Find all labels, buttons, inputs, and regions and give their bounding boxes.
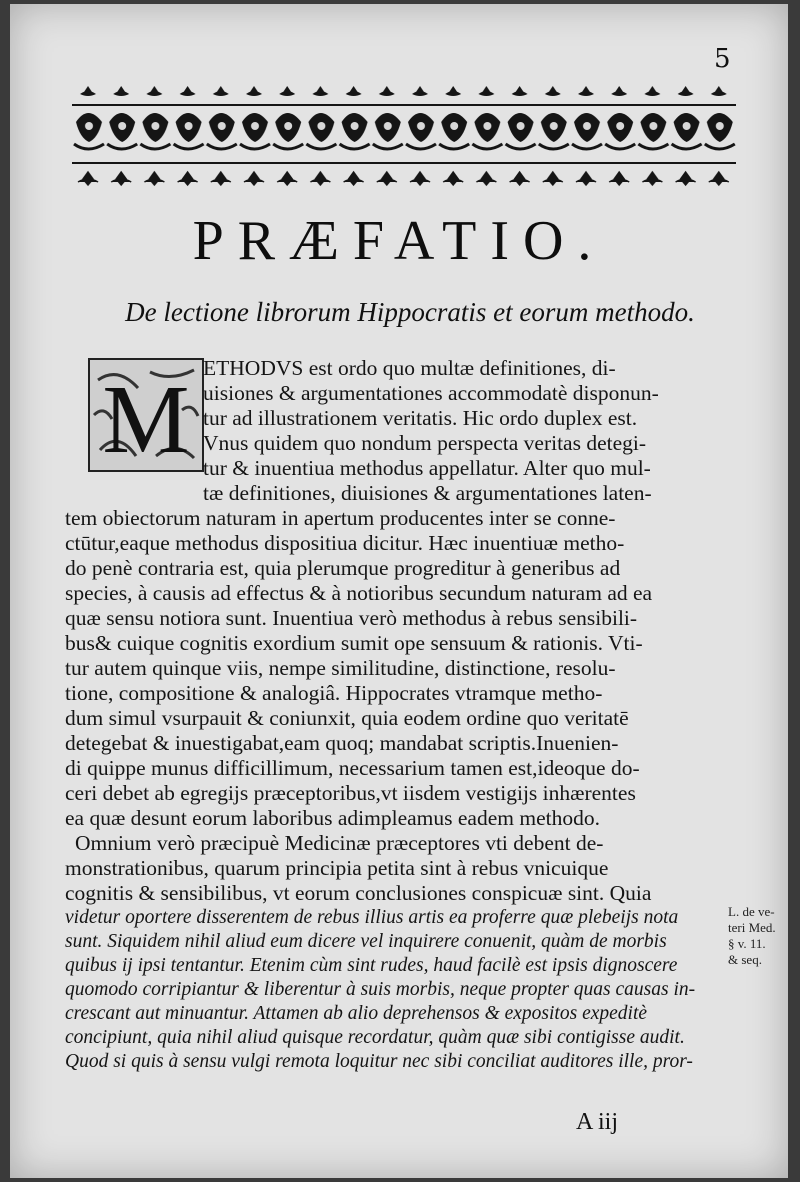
body-line: ETHODVS est ordo quo multæ definitiones, di- <box>203 356 616 380</box>
dropcap-letter: M <box>102 366 190 470</box>
body-line: Omnium verò præcipuè Medicinæ præceptores vti debent de- <box>75 831 604 855</box>
body-line: ctūtur,eaque methodus dispositiua dicitur. Hæc inuentiuæ metho- <box>65 531 625 555</box>
margin-note-line: & seq. <box>728 952 762 967</box>
body-line: ea quæ desunt eorum laboribus adimpleamus eadem methodo. <box>65 806 600 830</box>
body-line: species, à causis ad effectus & à notioribus secundum naturam ad ea <box>65 581 653 605</box>
body-line: cognitis & sensibilibus, vt eorum conclusiones conspicuæ sint. Quia <box>65 881 652 905</box>
margin-note <box>728 904 788 968</box>
quote-line: quibus ij ipsi tentantur. Etenim cùm sint rudes, haud facilè est ipsis dignoscere <box>65 955 678 976</box>
margin-note-line: § v. 11. <box>728 936 766 951</box>
quote-line: sunt. Siquidem nihil aliud eum dicere vel inquirere conuenit, quàm de morbis <box>65 931 667 952</box>
body-line: ceri debet ab egregijs præceptoribus,vt iisdem vestigijs inhærentes <box>65 781 636 805</box>
quote-line: videtur oportere disserentem de rebus illius artis ea proferre quæ plebeijs nota <box>65 907 679 928</box>
body-line: monstrationibus, quarum principia petita sint à rebus vnicuique <box>65 856 609 880</box>
body-line: uisiones & argumentationes accommodatè disponun- <box>203 381 659 405</box>
body-line: detegebat & inuestigabat,eam quoq; mandabat scriptis.Inuenien- <box>65 731 619 755</box>
decorated-initial <box>88 358 204 472</box>
body-line: tæ definitiones, diuisiones & argumentationes laten- <box>203 481 652 505</box>
body-line: tur autem quinque viis, nempe similitudine, distinctione, resolu- <box>65 656 616 680</box>
body-line: tur & inuentiua methodus appellatur. Alter quo mul- <box>203 456 651 480</box>
page-subtitle: De lectione librorum Hippocratis et eorum methodo. <box>125 297 695 327</box>
margin-note-line: teri Med. <box>728 920 776 935</box>
page-title: PRÆFATIO. <box>192 210 606 272</box>
body-line: dum simul vsurpauit & coniunxit, quia eodem ordine quo veritatē <box>65 706 629 730</box>
body-line: quæ sensu notiora sunt. Inuentiua verò methodus à rebus sensibili- <box>65 606 638 630</box>
quote-line: Quod si quis à sensu vulgi remota loquitur nec sibi conciliat auditores ille, pror- <box>65 1051 693 1072</box>
margin-note-line: L. de ve- <box>728 904 775 919</box>
body-line: tur ad illustrationem veritatis. Hic ordo duplex est. <box>203 406 638 430</box>
quote-line: concipiunt, quia nihil aliud quisque recordatur, quàm quæ sibi contigisse audit. <box>65 1027 685 1048</box>
body-line: bus& cuique cognitis exordium sumit ope sensuum & rationis. Vti- <box>65 631 643 655</box>
quote-line: quomodo corripiantur & liberentur à suis morbis, neque propter quas causas in- <box>65 979 696 1000</box>
body-line: tem obiectorum naturam in apertum producentes inter se conne- <box>65 506 616 530</box>
ornamental-headpiece <box>72 82 736 192</box>
book-page <box>10 4 788 1178</box>
body-line: di quippe munus difficillimum, necessarium tamen est,ideoque do- <box>65 756 640 780</box>
body-line: Vnus quidem quo nondum perspecta veritas detegi- <box>203 431 647 455</box>
signature-mark: A iij <box>576 1109 619 1135</box>
page-number: 5 <box>714 44 731 74</box>
quote-line: crescant aut minuantur. Attamen ab alio deprehensos & expositos expeditè <box>65 1003 648 1024</box>
body-line: tione, compositione & analogiâ. Hippocrates vtramque metho- <box>65 681 603 705</box>
body-line: do penè contraria est, quia plerumque progreditur à generibus ad <box>65 556 621 580</box>
